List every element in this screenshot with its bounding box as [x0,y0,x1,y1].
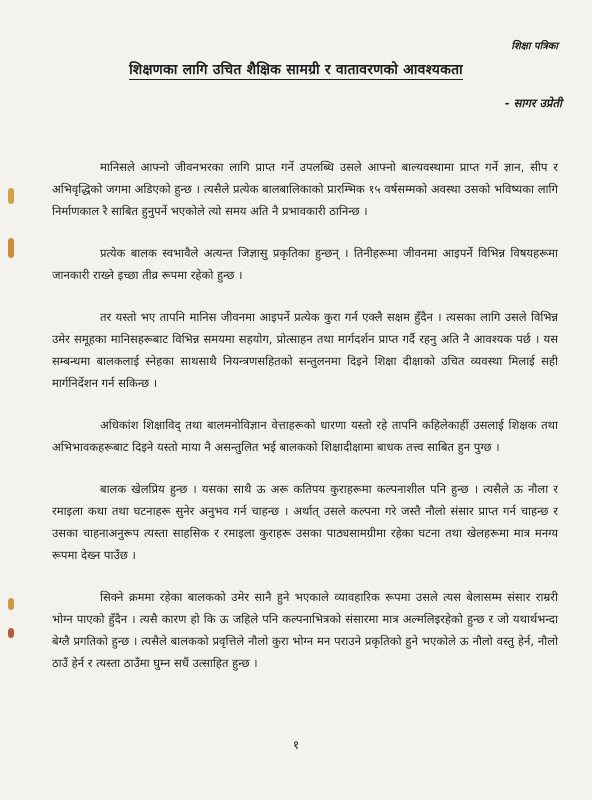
paragraph: सिक्ने क्रममा रहेका बालकको उमेर सानै हुने भएकाले व्यावहारिक रूपमा उसले त्यस बेलासम्म संसार राम्ररी भोग्न पाएको हुँदैन । त्यसै कारण हो कि ऊ जहिले पनि कल्पनाभित्रको संसारमा मात्र अल्मलिइरहेको हुन्छ र जो यथार्थभन्दा बेग्लै प्रगतिको हुन्छ । त्यसैले बालकको प्रवृत्तिले नौलो कुरा भोग्न मन पराउने प्रकृतिको हुने भएकोले ऊ नौलो वस्तु हेर्न, नौलो ठाउँ हेर्न र त्यस्ता ठाउँमा घुम्न सधैं उत्साहित हुन्छ । [52,590,558,670]
binding-mark [8,238,14,258]
article-title-text: शिक्षणका लागि उचित शैक्षिक सामग्री र वातावरणको आवश्यकता [129,62,463,78]
paragraph: प्रत्येक बालक स्वभावैले अत्यन्त जिज्ञासु प्रकृतिका हुन्छन् । तिनीहरूमा जीवनमा आइपर्ने विभिन्न विषयहरूमा जानकारी राख्ने इच्छा तीव्र रूपमा रहेको हुन्छ । [52,246,558,282]
binding-mark [8,598,14,610]
binding-mark [8,188,14,204]
paragraph: तर यस्तो भए तापनि मानिस जीवनमा आइपर्ने प्रत्येक कुरा गर्न एक्लै सक्षम हुँदैन । त्यसका लागि उसले विभिन्न उमेर समूहका मानिसहरूबाट विभिन्न समयमा सहयोग, प्रोत्साहन तथा मार्गदर्शन प्राप्त गर्दै रहनु अति नै आवश्यक पर्छ । यस सम्बन्धमा बालकलाई स्नेहका साथसाथै नियन्त्रणसहितको सन्तुलनमा दिइने शिक्षा दीक्षाको उचित व्यवस्था मिलाई सही मार्गनिर्देशन गर्न सकिन्छ । [52,310,558,390]
article-title [0,60,592,79]
article-author: - सागर उप्रेती [504,96,562,110]
paragraph: बालक खेलप्रिय हुन्छ । यसका साथै ऊ अरू कतिपय कुराहरूमा कल्पनाशील पनि हुन्छ । त्यसैले ऊ नौला र रमाइला कथा तथा घटनाहरू सुनेर अनुभव गर्न चाहन्छ । अर्थात् उसले कल्पना गरे जस्तै नौलो संसार प्राप्त गर्न चाहन्छ र उसका चाहनाअनुरूप त्यस्ता साहसिक र रमाइला कुराहरू उसका पाठ्यसामग्रीमा रहेका घटना तथा खेलहरूमा मात्र मनग्य रूपमा देख्न पाउँछ । [52,482,558,562]
binding-mark [8,628,14,638]
paragraph: मानिसले आफ्नो जीवनभरका लागि प्राप्त गर्ने उपलब्धि उसले आफ्नो बाल्यवस्थामा प्राप्त गर्ने ज्ञान, सीप र अभिवृद्धिको जगमा अडिएको हुन्छ । त्यसैले प्रत्येक बालबालिकाको प्रारम्भिक १५ वर्षसम्मको अवस्था उसको भविष्यका लागि निर्माणकाल रै साबित हुनुपर्ने भएकोले त्यो समय अति नै प्रभावकारी ठानिन्छ । [52,160,558,218]
journal-name: शिक्षा पत्रिका [511,41,558,52]
paragraph: अधिकांश शिक्षाविद् तथा बालमनोविज्ञान वेत्ताहरूको धारणा यस्तो रहे तापनि कहिलेकाहीं उसलाई शिक्षक तथा अभिभावकहरूबाट दिइने यस्तो माया नै असन्तुलित भई बालकको शिक्षादीक्षामा बाधक तत्त्व साबित हुन पुग्छ । [52,418,558,454]
page-number: १ [292,738,300,752]
article-body [52,156,558,674]
